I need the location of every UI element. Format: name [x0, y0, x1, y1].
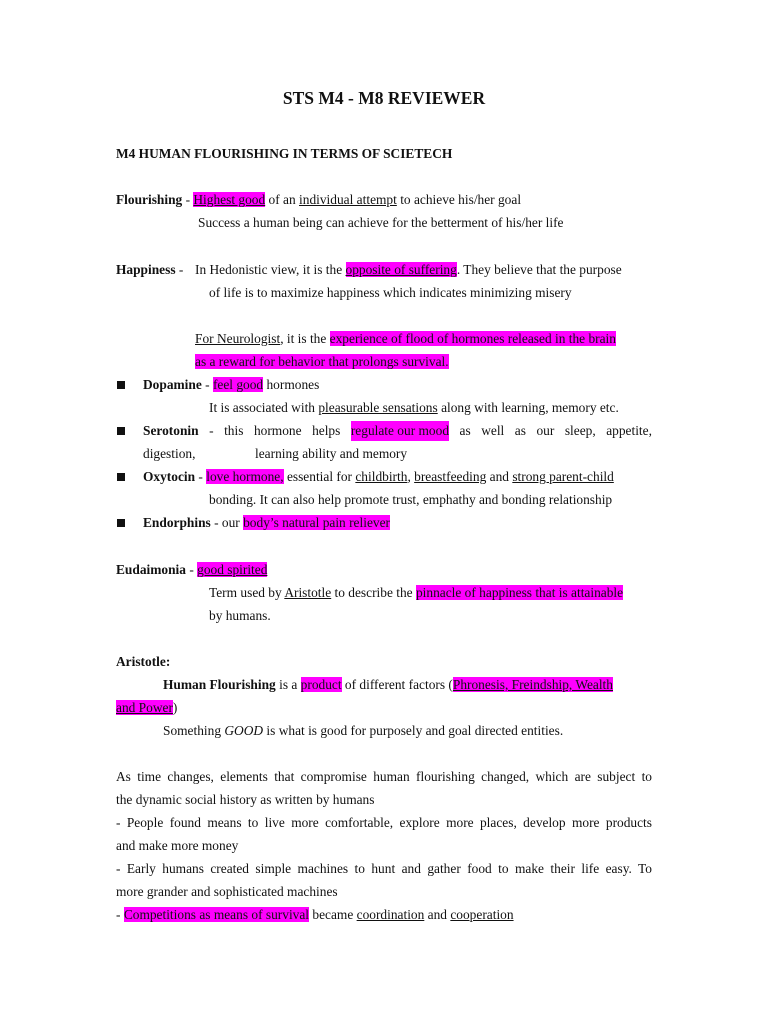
- aristotle-good-line: [163, 721, 563, 741]
- bullet-icon: [117, 519, 125, 527]
- highlight-pinnacle-happiness: pinnacle of happiness that is attainable: [415, 585, 624, 600]
- word: hormone: [253, 423, 302, 438]
- serotonin-line-2a: digestion,: [143, 446, 196, 461]
- text: of different factors (: [341, 677, 453, 692]
- text: hormones: [263, 377, 320, 392]
- highlight-highest-good: Highest good: [193, 192, 266, 207]
- term-eudaimonia: Eudaimonia: [116, 562, 186, 577]
- paragraph-line-1: As time changes, elements that compromise human flourishing changed, which are subject to: [116, 769, 652, 784]
- bullet-icon: [117, 473, 125, 481]
- term-serotonin: Serotonin: [143, 423, 199, 438]
- underline-coordination: coordination: [356, 907, 425, 922]
- text: is what is good for purposely and goal directed entities.: [263, 723, 564, 738]
- highlight-hormones-flood: experience of flood of hormones released in the brain: [329, 331, 616, 346]
- word: sleep,: [564, 423, 596, 438]
- highlight-competitions-survival: Competitions as means of survival: [123, 907, 310, 922]
- eudaimonia-line-2: [209, 583, 623, 603]
- text: is a: [275, 677, 301, 692]
- text: and: [424, 907, 451, 922]
- text: , it is the: [280, 331, 330, 346]
- word: as: [459, 423, 471, 438]
- underline-breastfeeding: breastfeeding: [414, 469, 487, 484]
- text: ): [172, 700, 178, 715]
- flourishing-line: [116, 190, 521, 210]
- eudaimonia-line-3: by humans.: [209, 608, 271, 623]
- highlight-pain-reliever: body’s natural pain reliever: [243, 515, 390, 530]
- word: our: [536, 423, 555, 438]
- word: appetite,: [606, 423, 652, 438]
- dash: -: [182, 192, 194, 207]
- word: as: [514, 423, 526, 438]
- term-flourishing: Flourishing: [116, 192, 183, 207]
- term-happiness: Happiness: [116, 262, 176, 277]
- term-oxytocin: Oxytocin: [143, 469, 196, 484]
- highlight-and-power: and Power: [116, 700, 173, 715]
- highlight-love-hormone: love hormone,: [206, 469, 284, 484]
- highlight-regulate-mood: regulate our mood: [351, 421, 449, 441]
- underline-cooperation: cooperation: [450, 907, 514, 922]
- underline-pleasurable-sensations: pleasurable sensations: [318, 400, 438, 415]
- highlight-feel-good: feel good: [212, 377, 264, 392]
- underline-individual-attempt: individual attempt: [299, 192, 397, 207]
- highlight-good-spirited: good spirited: [197, 562, 268, 577]
- text: Term used by: [209, 585, 285, 600]
- neurologist-line-2: [195, 352, 449, 372]
- text: ,: [407, 469, 415, 484]
- text: In Hedonistic view, it is the: [195, 262, 346, 277]
- text: essential for: [283, 469, 356, 484]
- word: -: [209, 423, 214, 438]
- underline-strong-parent-child: strong parent-child: [512, 469, 614, 484]
- paragraph-line-5: - Early humans created simple machines to hunt and gather food to make their life easy. To: [116, 861, 652, 876]
- text: - our: [210, 515, 244, 530]
- bullet-icon: [117, 381, 125, 389]
- dash: -: [201, 377, 213, 392]
- paragraph-line-4: and make more money: [116, 838, 239, 853]
- text: It is associated with: [209, 400, 319, 415]
- highlight-factors: Phronesis, Freindship, Wealth: [452, 677, 613, 692]
- word: helps: [312, 423, 341, 438]
- word: well: [481, 423, 505, 438]
- endorphins-line: [143, 513, 390, 533]
- text: became: [309, 907, 357, 922]
- serotonin-line-2b: learning ability and memory: [255, 446, 408, 461]
- aristotle-line: [163, 675, 613, 695]
- underline-for-neurologist: For Neurologist: [195, 331, 281, 346]
- dash: -: [175, 262, 184, 277]
- document-title: STS M4 - M8 REVIEWER: [282, 88, 486, 108]
- highlight-reward-behavior: as a reward for behavior that prolongs survival.: [195, 354, 449, 369]
- dash: -: [185, 562, 198, 577]
- term-endorphins: Endorphins: [143, 515, 211, 530]
- term-human-flourishing: Human Flourishing: [163, 677, 276, 692]
- dopamine-line: [143, 375, 319, 395]
- paragraph-line-3: - People found means to live more comfortable, explore more places, develop more products: [116, 815, 652, 830]
- text: Something: [163, 723, 225, 738]
- text: . They believe that the purpose: [456, 262, 622, 277]
- underline-childbirth: childbirth: [355, 469, 408, 484]
- underline-aristotle: Aristotle: [284, 585, 332, 600]
- happiness-line-2: of life is to maximize happiness which indicates minimizing misery: [209, 285, 572, 300]
- paragraph-line-2: the dynamic social history as written by humans: [116, 792, 375, 807]
- oxytocin-line: [143, 467, 614, 487]
- dopamine-line-2: [209, 398, 619, 418]
- text: to describe the: [331, 585, 416, 600]
- highlight-product: product: [300, 677, 342, 692]
- neurologist-line: [195, 329, 616, 349]
- italic-good: GOOD: [224, 723, 264, 738]
- word: this: [224, 423, 244, 438]
- paragraph-line-6: more grander and sophisticated machines: [116, 884, 338, 899]
- oxytocin-line-2: bonding. It can also help promote trust, emphathy and bonding relationship: [209, 492, 613, 507]
- dash: -: [195, 469, 207, 484]
- happiness-def: [195, 260, 622, 280]
- text: to achieve his/her goal: [396, 192, 522, 207]
- serotonin-line: [143, 421, 652, 441]
- text: along with learning, memory etc.: [437, 400, 619, 415]
- section-heading: M4 HUMAN FLOURISHING IN TERMS OF SCIETECH: [116, 146, 453, 161]
- paragraph-line-7: [116, 905, 514, 925]
- eudaimonia-line: [116, 560, 267, 580]
- text: and: [486, 469, 513, 484]
- highlight-opposite-of-suffering: opposite of suffering: [345, 262, 457, 277]
- happiness-line: [116, 260, 183, 280]
- aristotle-line-2: [116, 698, 177, 718]
- flourishing-line-2: Success a human being can achieve for the betterment of his/her life: [198, 215, 564, 230]
- aristotle-heading: Aristotle:: [116, 654, 171, 669]
- bullet-icon: [117, 427, 125, 435]
- term-dopamine: Dopamine: [143, 377, 202, 392]
- text: -: [116, 907, 124, 922]
- text: of an: [265, 192, 300, 207]
